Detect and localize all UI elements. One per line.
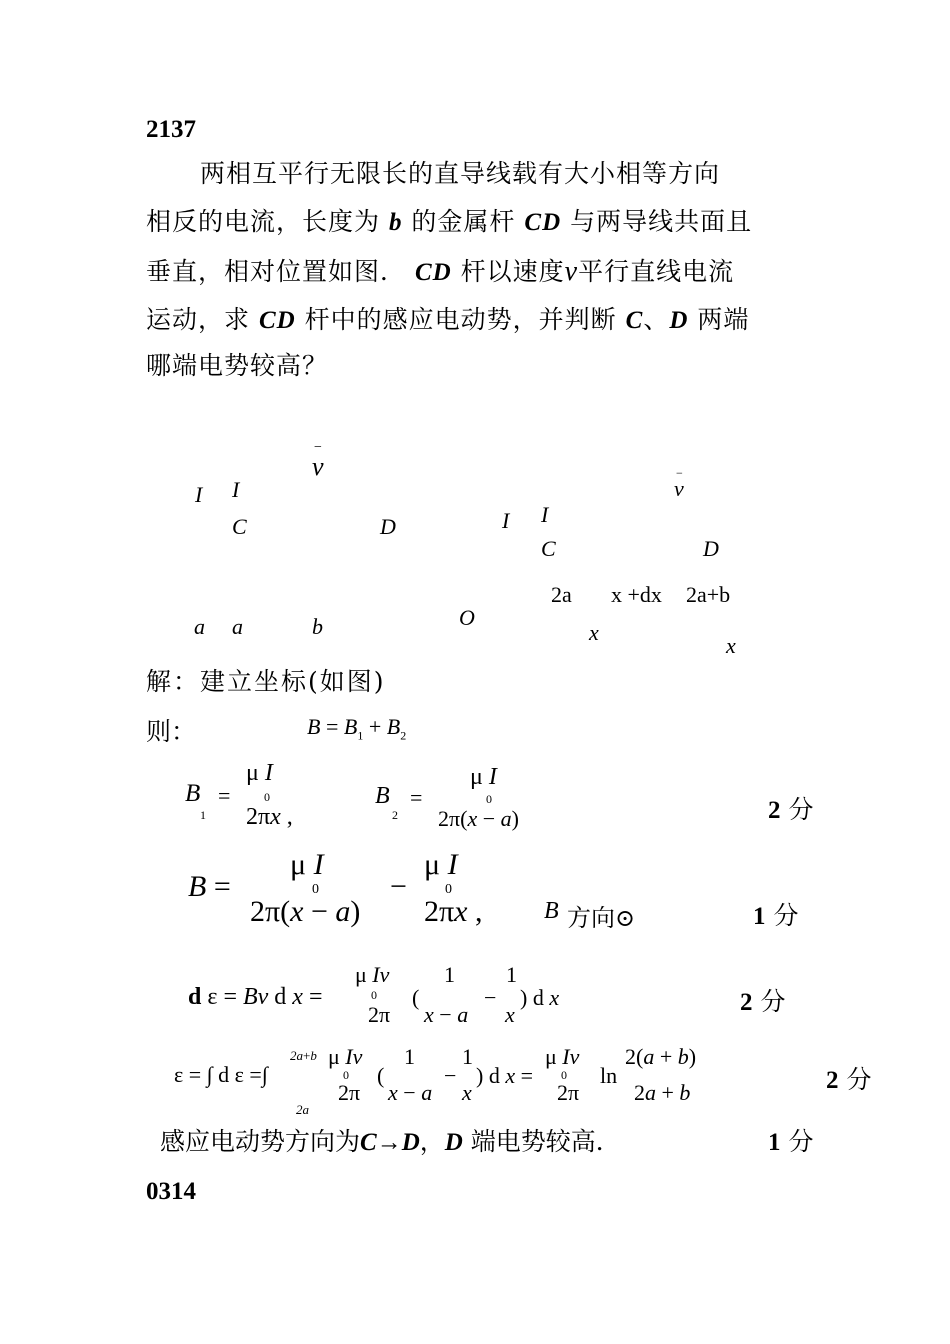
fig-left-label-I1: I bbox=[195, 482, 203, 507]
fig-left-label-I2: I bbox=[232, 477, 240, 502]
score-5: 1 分 bbox=[768, 1127, 814, 1156]
fig-left-label-a1: a bbox=[194, 614, 205, 639]
fig-right-label-2a: 2a bbox=[551, 582, 572, 607]
fig-right-label-O: O bbox=[459, 605, 475, 630]
fig-left-label-b: b bbox=[312, 614, 323, 639]
problem-line-4: 运动，求 CD 杆中的感应电动势，并判断 C、D 两端 bbox=[146, 305, 750, 334]
problem-line-1: 两相互平行无限长的直导线载有大小相等方向 bbox=[200, 159, 721, 188]
fig-right-label-v: − v bbox=[674, 466, 684, 501]
fig-right-label-C: C bbox=[541, 536, 556, 561]
fig-right-label-D: D bbox=[703, 536, 719, 561]
odot-symbol: ⊙ bbox=[615, 904, 636, 932]
solution-then: 则： bbox=[146, 717, 197, 746]
next-problem-number: 0314 bbox=[146, 1178, 196, 1205]
score-2: 1 分 bbox=[753, 901, 799, 930]
fig-left-label-v: − v bbox=[312, 440, 324, 481]
fig-left-label-a2: a bbox=[232, 614, 243, 639]
score-4: 2 分 bbox=[826, 1065, 872, 1094]
fig-right-label-2a-b: 2a+b bbox=[686, 582, 731, 607]
fig-right-label-I2: I bbox=[541, 502, 549, 527]
problem-line-3: 垂直，相对位置如图． CD 杆以速度v平行直线电流 bbox=[146, 256, 735, 287]
problem-line-5: 哪端电势较高？ bbox=[146, 351, 329, 380]
fig-right-label-x-dx: x +dx bbox=[611, 582, 662, 607]
problem-line-2: 相反的电流，长度为 b 的金属杆 CD 与两导线共面且 bbox=[146, 207, 753, 236]
score-3: 2 分 bbox=[740, 987, 786, 1016]
fig-right-label-x: x bbox=[589, 620, 599, 645]
equation-b-sum: $B = B_1 + B_2$ bbox=[307, 714, 407, 743]
fig-right-label-x-axis: x bbox=[726, 633, 736, 658]
fig-left-label-C: C bbox=[232, 514, 247, 539]
problem-number: 2137 bbox=[146, 116, 196, 143]
fig-left-label-D: D bbox=[380, 514, 396, 539]
solution-intro: 解：建立坐标(如图) bbox=[146, 667, 386, 696]
fig-right-label-I1: I bbox=[502, 508, 510, 533]
score-1: 2 分 bbox=[768, 795, 814, 824]
solution-conclusion: 感应电动势方向为C→D，D 端电势较高． bbox=[160, 1127, 621, 1156]
